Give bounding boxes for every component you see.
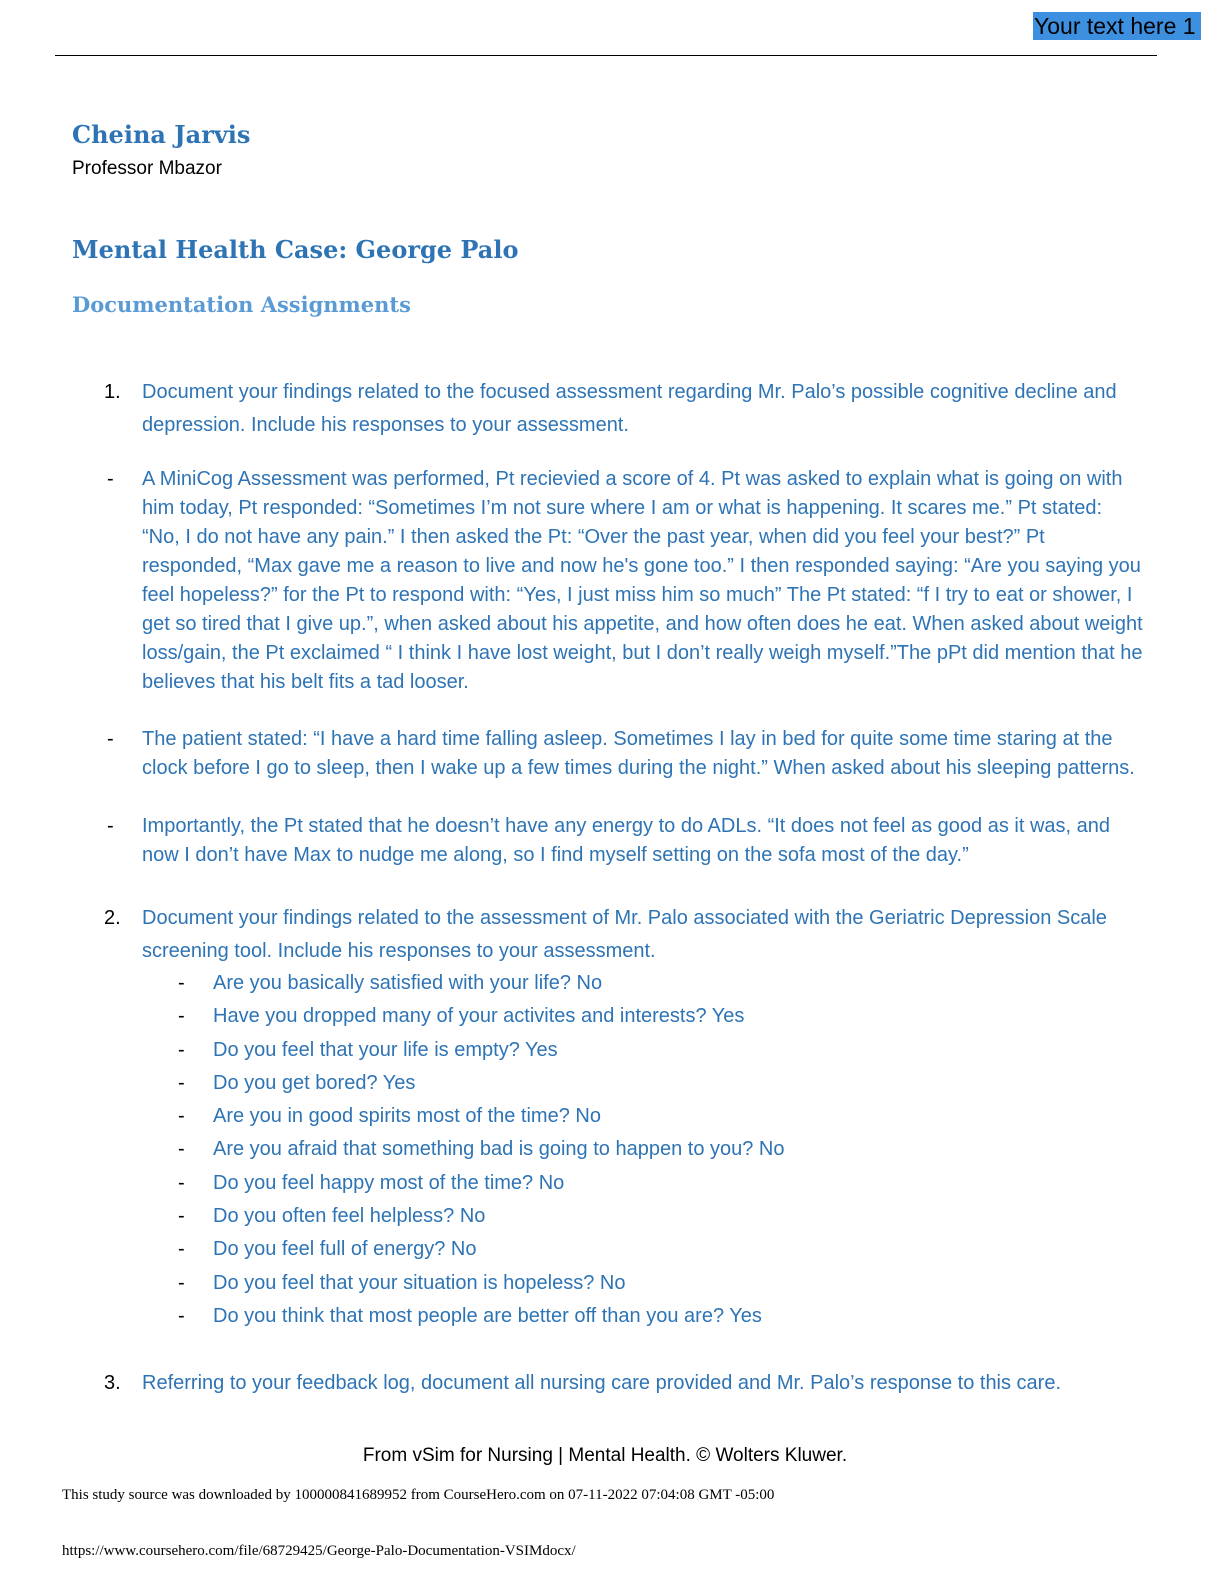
list-dash: - (178, 1038, 185, 1061)
gds-response-text: Do you feel happy most of the time? No (213, 1171, 565, 1194)
gds-response-text: Do you get bored? Yes (213, 1071, 416, 1094)
header-placeholder-text: Your text here 1 (1033, 12, 1201, 40)
author-name: Cheina Jarvis (72, 120, 251, 149)
list-dash: - (107, 728, 114, 750)
list-item (175, 1133, 1075, 1166)
list-dash: - (178, 1005, 185, 1028)
list-item (175, 1067, 1075, 1100)
list-item (175, 1200, 1075, 1233)
list-item (175, 1034, 1075, 1067)
list-item (175, 1300, 1075, 1333)
gds-response-text: Do you feel that your life is empty? Yes (213, 1038, 558, 1061)
list-item (175, 1167, 1075, 1200)
list-dash: - (178, 1238, 185, 1261)
list-dash: - (178, 1105, 185, 1128)
list-item (175, 1267, 1075, 1300)
footer-credit: From vSim for Nursing | Mental Health. © Wolters Kluwer. (362, 1445, 848, 1466)
case-title: Mental Health Case: George Palo (72, 235, 519, 264)
gds-response-text: Do you think that most people are better off than you are? Yes (213, 1304, 762, 1327)
gds-response-text: Do you feel that your situation is hopeless? No (213, 1271, 626, 1294)
question-number: 1. (104, 381, 121, 403)
list-dash: - (178, 1304, 185, 1327)
source-url[interactable]: https://www.coursehero.com/file/68729425/George-Palo-Documentation-VSIMdocx/ (62, 1543, 576, 1559)
list-item (175, 1233, 1075, 1266)
gds-response-list (175, 967, 1075, 1333)
gds-response-text: Have you dropped many of your activites and interests? Yes (213, 1005, 745, 1028)
question-text: Referring to your feedback log, document all nursing care provided and Mr. Palo’s response to this care. (142, 1372, 1062, 1394)
list-item (175, 1000, 1075, 1033)
finding-text: Importantly, the Pt stated that he doesn’t have any energy to do ADLs. “It does not feel as good as it was, and now I don’t have Max to nudge me along, so I find myself setting on the sofa most of the day.” (142, 815, 1110, 866)
question-text: Document your findings related to the assessment of Mr. Palo associated with the Geriatric Depression Scale screening tool. Include his responses to your assessment. (142, 907, 1107, 962)
list-item (175, 967, 1075, 1000)
gds-response-text: Are you basically satisfied with your life? No (213, 972, 603, 994)
list-dash: - (107, 468, 114, 490)
question-number: 3. (104, 1372, 121, 1394)
list-dash: - (178, 1138, 185, 1161)
download-note: This study source was downloaded by 100000841689952 from CourseHero.com on 07-11-2022 07:04:08 GMT -05:00 (62, 1487, 775, 1503)
list-item (175, 1100, 1075, 1133)
list-dash: - (107, 815, 114, 837)
gds-response-text: Are you afraid that something bad is going to happen to you? No (213, 1138, 785, 1161)
gds-response-text: Are you in good spirits most of the time? No (213, 1105, 601, 1128)
header-divider (55, 55, 1157, 56)
finding-text: A MiniCog Assessment was performed, Pt recievied a score of 4. Pt was asked to explain what is going on with him today, Pt responded: “Sometimes I’m not sure where I am or what is happening. It scares me.” Pt stated: “No, I do not have any pain.” I then asked the Pt: “Over the past year, when did you feel your best?” Pt responded, “Max gave me a reason to live and now he's gone too.” I then responded saying: “Are you saying you feel hopeless?” for the Pt to respond with: “Yes, I just miss him so much” The Pt stated: “f I try to eat or shower, I get so tired that I give up.”, when asked about his appetite, and how often does he eat. When asked about weight loss/gain, the Pt exclaimed “ I think I have lost weight, but I don’t really weigh myself.”The pPt did mention that he believes that his belt fits a tad looser. (142, 468, 1143, 693)
question-text: Document your findings related to the focused assessment regarding Mr. Palo’s possible cognitive decline and depression. Include his responses to your assessment. (142, 381, 1117, 436)
finding-text: The patient stated: “I have a hard time falling asleep. Sometimes I lay in bed for quite some time staring at the clock before I go to sleep, then I wake up a few times during the night.” When asked about his sleeping patterns. (142, 728, 1135, 779)
list-dash: - (178, 1071, 185, 1094)
gds-response-text: Do you often feel helpless? No (213, 1205, 486, 1228)
list-dash: - (178, 1271, 185, 1294)
section-heading: Documentation Assignments (72, 292, 411, 317)
list-dash: - (178, 1205, 185, 1228)
list-dash: - (178, 1171, 185, 1194)
professor-name: Professor Mbazor (72, 158, 222, 179)
question-number: 2. (104, 907, 121, 929)
list-dash: - (178, 972, 185, 994)
gds-response-text: Do you feel full of energy? No (213, 1238, 477, 1261)
